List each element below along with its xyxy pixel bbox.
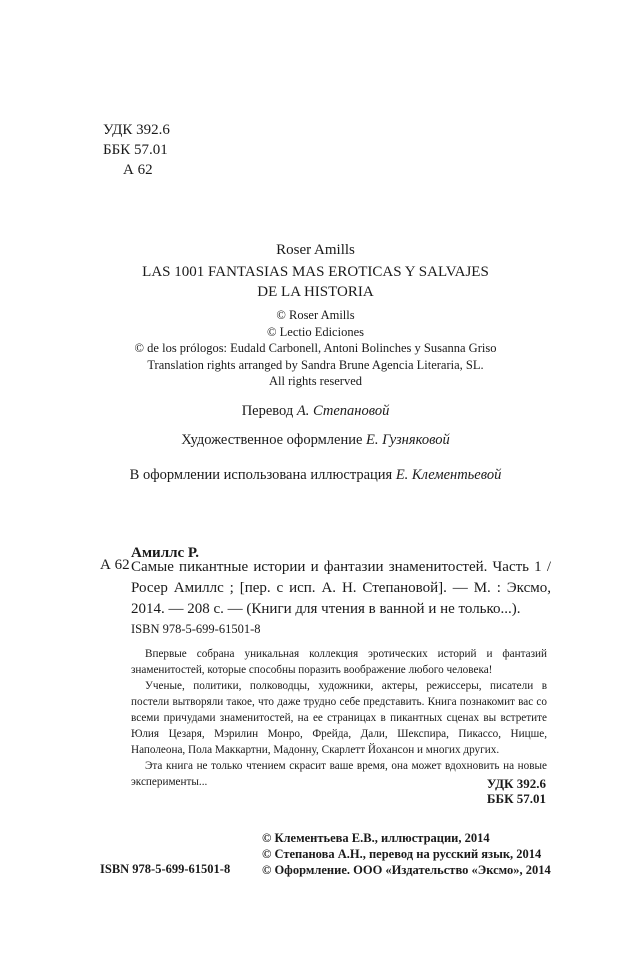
- annotation-paragraph: Эта книга не только чтением скрасит ваше время, она может вдохновить на новые эксперименты...: [131, 760, 547, 788]
- russian-copyrights: [262, 830, 551, 878]
- annotation: [131, 646, 547, 790]
- translator-name: А. Степановой: [296, 403, 390, 419]
- copyright-line: © Roser Amills: [276, 308, 355, 322]
- copyright-line: All rights reserved: [268, 374, 363, 388]
- annotation-paragraph: Ученые, политики, полководцы, художники, актеры, режиссеры, писатели в постели вытворяли такое, что даже трудно себе представить. Книга познакомит вас со всеми причудами знаменитостей, на ее страницах в пикантных сценах вы встретите Юлия Цезаря, Мэрилин Монро, Фрейда, Дали, Шекспира, Пикассо, Ницше, Наполеона, Пола Маккартни, Мадонну, Скарлетт Йохансон и многих других.: [131, 680, 547, 756]
- illustration-label: В оформлении использована иллюстрация: [129, 467, 393, 483]
- translation-credit: [0, 403, 631, 420]
- udk-code: УДК 392.6: [103, 122, 170, 138]
- design-credit: [0, 432, 631, 449]
- design-label: Художественное оформление: [181, 432, 363, 448]
- original-title: [0, 262, 631, 302]
- author-mark-code: А 62: [123, 162, 153, 178]
- illustration-credit: [0, 467, 631, 484]
- annotation-paragraph: Впервые собрана уникальная коллекция эротических историй и фантазий знаменитостей, которые способны поразить воображение любого человека!: [131, 648, 547, 676]
- classification-codes-bottom: [420, 776, 546, 806]
- copyright-line: © de los prólogos: Eudald Carbonell, Antoni Bolinches y Susanna Griso: [134, 341, 497, 355]
- illustrator-name: Е. Клементьевой: [395, 467, 502, 483]
- catalog-description: Самые пикантные истории и фантазии знаменитостей. Часть 1 / Росер Амиллс ; [пер. с исп. А. Н. Степановой]. — М. : Эксмо, 2014. — 208 с. — (Книги для чтения в ванной и не только...).: [131, 559, 551, 617]
- copyright-line: Translation rights arranged by Sandra Brune Agencia Literaria, SL.: [147, 357, 484, 372]
- bbk-code-bottom: ББК 57.01: [486, 791, 546, 806]
- udk-code-bottom: УДК 392.6: [486, 776, 546, 791]
- copyright-translation: © Степанова А.Н., перевод на русский язык, 2014: [262, 847, 542, 861]
- copyright-illustrations: © Клементьева Е.В., иллюстрации, 2014: [262, 831, 490, 845]
- catalog-isbn: ISBN 978-5-699-61501-8: [131, 622, 261, 636]
- copyright-line: © Lectio Ediciones: [267, 324, 364, 339]
- translation-label: Перевод: [241, 403, 294, 419]
- catalog-author: Амиллс Р.: [131, 545, 199, 561]
- bbk-code: ББК 57.01: [103, 142, 168, 158]
- catalog-code: А 62: [100, 557, 130, 573]
- original-title-line-1: LAS 1001 FANTASIAS MAS EROTICAS Y SALVAJES: [142, 264, 489, 280]
- original-copyrights: [0, 307, 631, 390]
- classification-codes-top: [103, 120, 170, 180]
- original-title-line-2: DE LA HISTORIA: [257, 284, 374, 300]
- isbn-bottom: ISBN 978-5-699-61501-8: [100, 862, 231, 876]
- original-author: Roser Amills: [276, 242, 355, 258]
- copyright-design: © Оформление. ООО «Издательство «Эксмо», 2014: [262, 863, 551, 877]
- designer-name: Е. Гузняковой: [366, 432, 450, 448]
